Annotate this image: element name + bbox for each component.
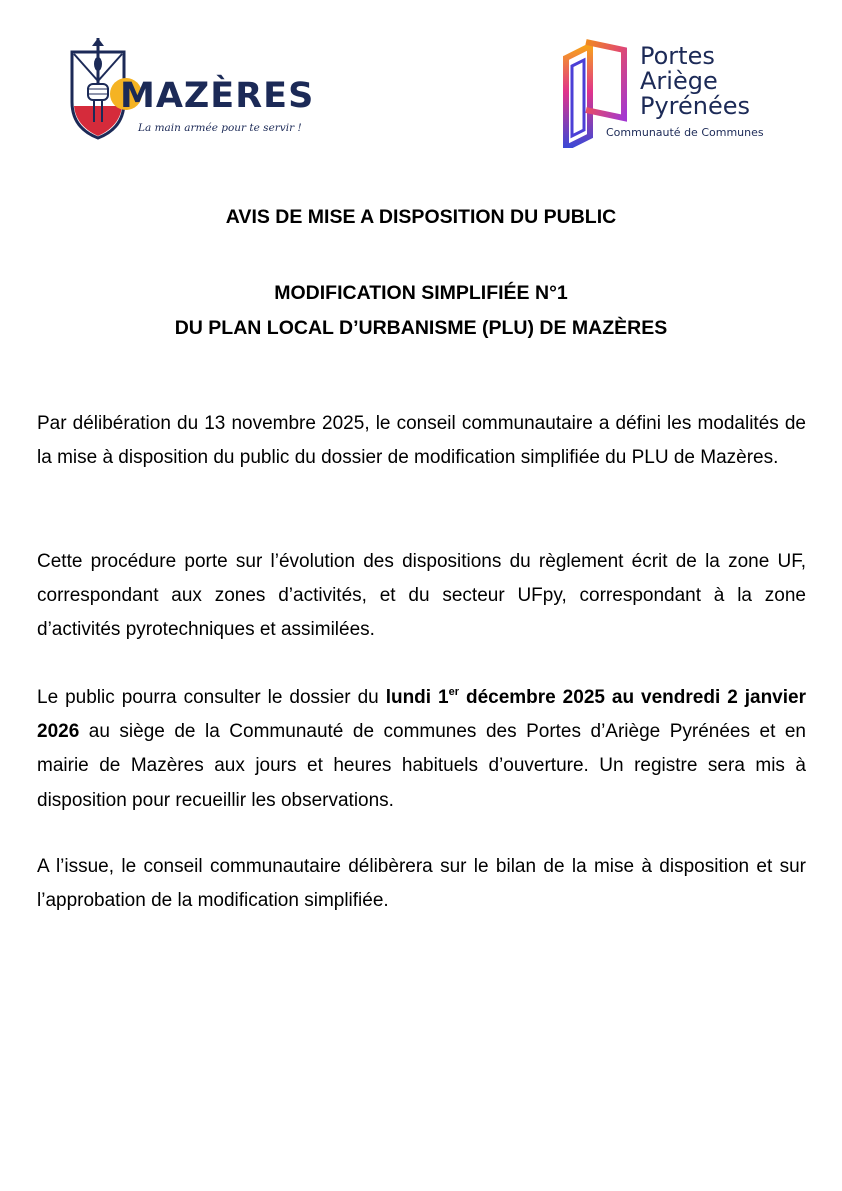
mazeres-logo xyxy=(68,36,315,140)
mazeres-logo-tagline: La main armée pour te servir ! xyxy=(138,122,302,134)
paragraph-consultation xyxy=(37,681,806,818)
portes-ariege-pyrenees-logo xyxy=(562,36,782,148)
paragraph-procedure: Cette procédure porte sur l’évolution des dispositions du règlement écrit de la zone UF, correspondant aux zones d’activités, et du secteur UFpy, correspondant à la zone d’activités pyrotechniques et assimilées. xyxy=(37,551,806,641)
paragraph-deliberation: Par délibération du 13 novembre 2025, le conseil communautaire a défini les modalités de la mise à disposition du public du dossier de modification simplifiée du PLU de Mazères. xyxy=(37,413,806,469)
notice-title: AVIS DE MISE A DISPOSITION DU PUBLIC xyxy=(225,206,617,228)
portes-logo-line-2: Ariège xyxy=(640,67,718,95)
portes-logo-subtitle: Communauté de Communes xyxy=(606,126,764,139)
ordinal-suffix: er xyxy=(448,686,459,698)
mazeres-logo-name: MAZÈRES xyxy=(120,76,315,116)
consultation-start-date: lundi 1 xyxy=(385,687,449,708)
portes-logo-line-3: Pyrénées xyxy=(640,92,751,120)
consultation-date-range: décembre 2025 au vendredi 2 janvier 2026 xyxy=(37,687,806,743)
notice-subtitle-line-2: DU PLAN LOCAL D’URBANISME (PLU) DE MAZÈRES xyxy=(174,317,668,339)
portes-logo-line-1: Portes xyxy=(640,42,715,70)
consultation-intro: Le public pourra consulter le dossier du xyxy=(37,687,386,708)
notice-subtitle-line-1: MODIFICATION SIMPLIFIÉE N°1 xyxy=(274,282,568,304)
consultation-details: au siège de la Communauté de communes des Portes d’Ariège Pyrénées et en mairie de Mazères aux jours et heures habituels d’ouverture. Un registre sera mis à disposition pour recueillir les observations. xyxy=(37,721,806,811)
paragraph-outcome: A l’issue, le conseil communautaire délibèrera sur le bilan de la mise à disposition et sur l’approbation de la modification simplifiée. xyxy=(37,856,806,912)
